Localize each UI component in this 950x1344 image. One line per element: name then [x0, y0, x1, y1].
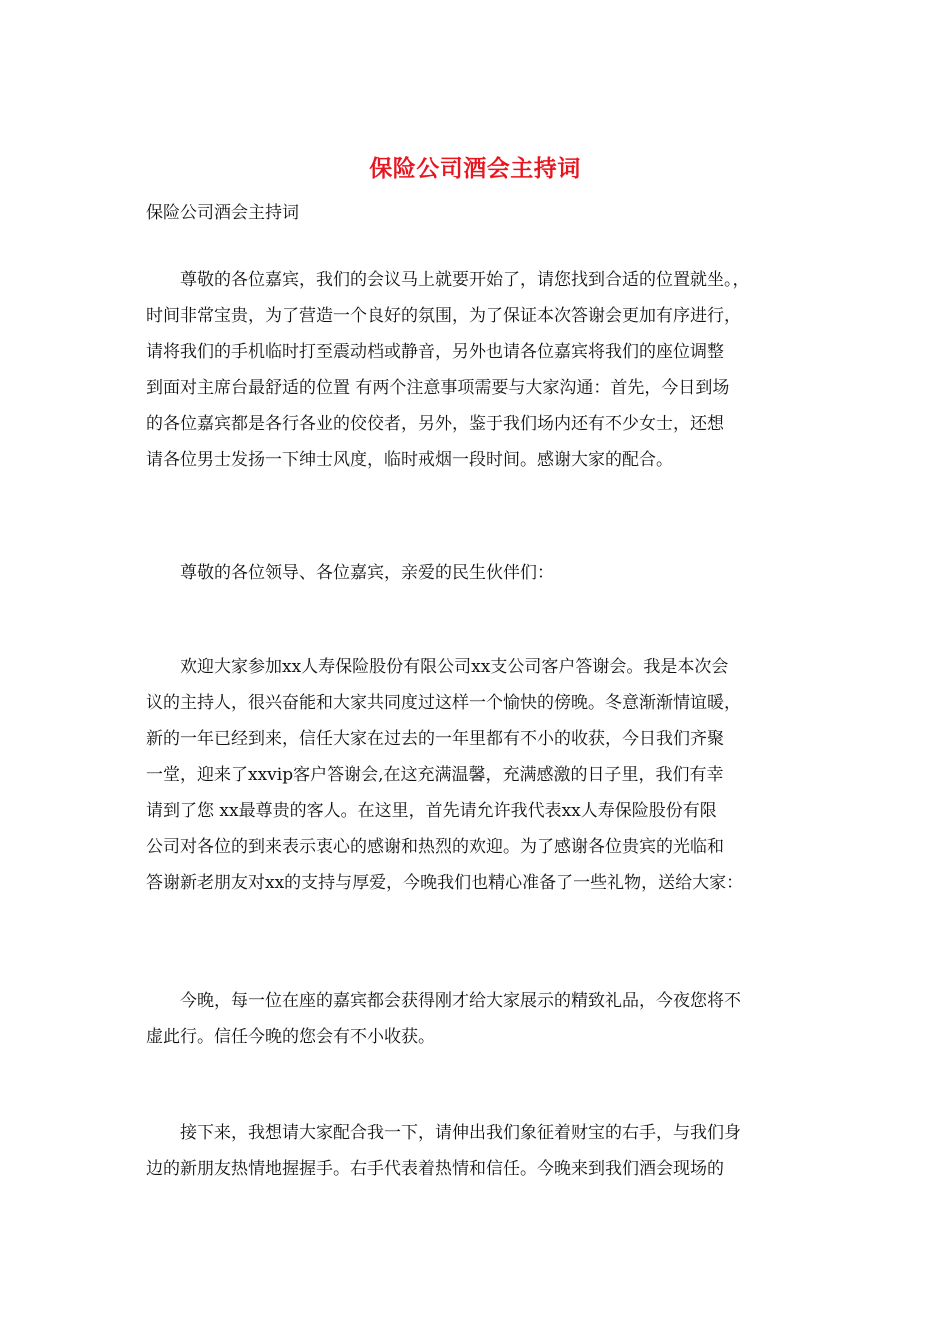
paragraph-line: 新的一年已经到来，信任大家在过去的一年里都有不小的收获，今日我们齐聚: [146, 729, 724, 749]
paragraph-line: 今晚，每一位在座的嘉宾都会获得刚才给大家展示的精致礼品，今夜您将不: [146, 991, 741, 1011]
document-subtitle: 保险公司酒会主持词: [146, 203, 299, 223]
paragraph-line: 尊敬的各位领导、各位嘉宾，亲爱的民生伙伴们：: [146, 563, 554, 583]
paragraph-line: 尊敬的各位嘉宾，我们的会议马上就要开始了，请您找到合适的位置就坐。，: [146, 270, 750, 290]
paragraph-line: 虚此行。信任今晚的您会有不小收获。: [146, 1027, 435, 1047]
paragraph-line: 边的新朋友热情地握握手。右手代表着热情和信任。今晚来到我们酒会现场的: [146, 1159, 724, 1179]
paragraph-line: 到面对主席台最舒适的位置 有两个注意事项需要与大家沟通：首先，今日到场: [146, 378, 730, 398]
paragraph-line: 欢迎大家参加xx人寿保险股份有限公司xx支公司客户答谢会。我是本次会: [146, 657, 729, 677]
paragraph-salutation: [146, 555, 816, 591]
paragraph-line: 答谢新老朋友对xx的支持与厚爱，今晚我们也精心准备了一些礼物，送给大家：: [146, 873, 744, 893]
paragraph-line: 一堂，迎来了xxvip客户答谢会,在这充满温馨，充满感激的日子里，我们有幸: [146, 765, 724, 785]
paragraph-welcome: [146, 649, 816, 901]
paragraph-gifts: [146, 983, 816, 1055]
paragraph-line: 议的主持人，很兴奋能和大家共同度过这样一个愉快的傍晚。冬意渐渐情谊暖，: [146, 693, 741, 713]
paragraph-greeting-notice: [146, 262, 816, 478]
paragraph-line: 的各位嘉宾都是各行各业的佼佼者，另外，鉴于我们场内还有不少女士，还想: [146, 414, 724, 434]
paragraph-line: 时间非常宝贵，为了营造一个良好的氛围，为了保证本次答谢会更加有序进行，: [146, 306, 741, 326]
paragraph-line: 请到了您 xx最尊贵的客人。在这里，首先请允许我代表xx人寿保险股份有限: [146, 801, 717, 821]
paragraph-handshake: [146, 1115, 816, 1187]
paragraph-line: 接下来，我想请大家配合我一下，请伸出我们象征着财宝的右手，与我们身: [146, 1123, 741, 1143]
paragraph-line: 请将我们的手机临时打至震动档或静音，另外也请各位嘉宾将我们的座位调整: [146, 342, 724, 362]
document-title: 保险公司酒会主持词: [369, 155, 581, 182]
paragraph-line: 请各位男士发扬一下绅士风度，临时戒烟一段时间。感谢大家的配合。: [146, 450, 673, 470]
paragraph-line: 公司对各位的到来表示衷心的感谢和热烈的欢迎。为了感谢各位贵宾的光临和: [146, 837, 724, 857]
